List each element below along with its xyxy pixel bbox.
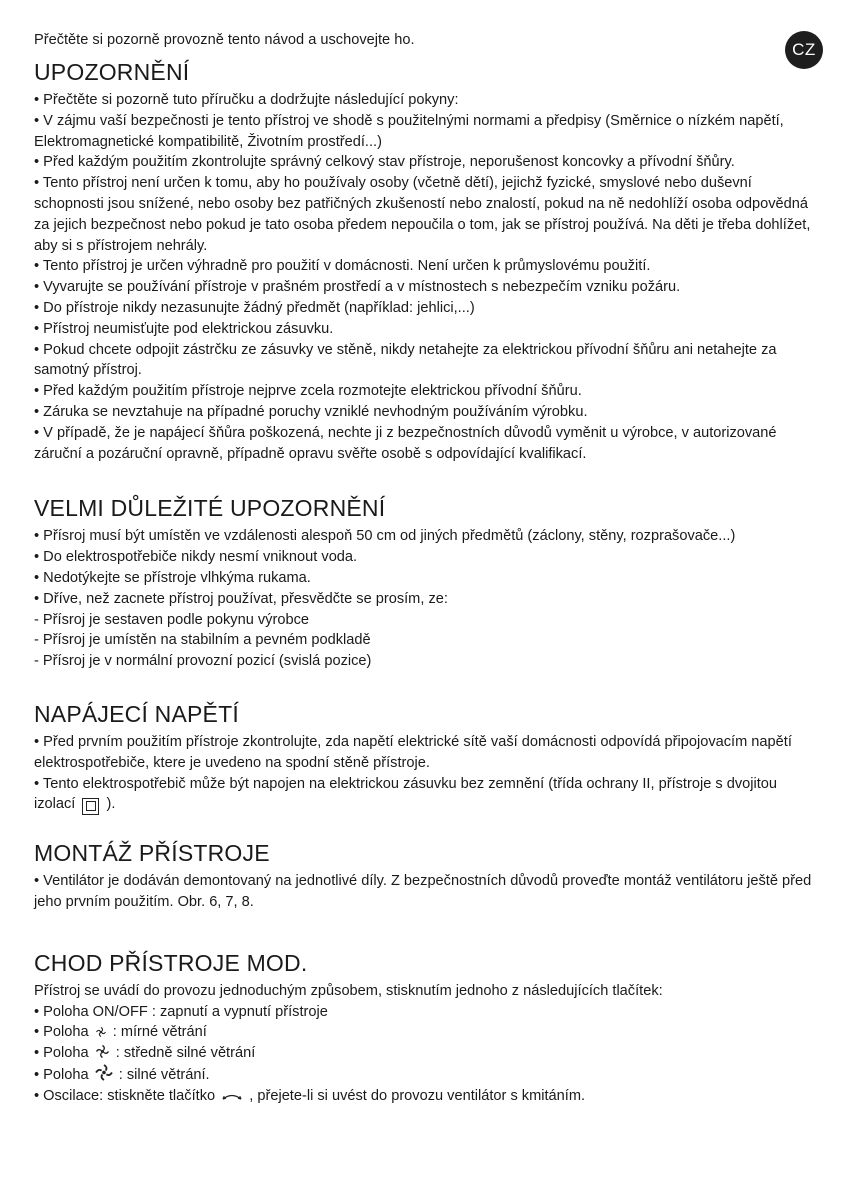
list-item: • Záruka se nevztahuje na případné poruchy vzniklé nevhodným používáním výrobku. (34, 403, 588, 420)
fan-speed-high-icon (95, 1064, 113, 1081)
item-text: : středně silné větrání (115, 1045, 256, 1062)
list-item: - Přísroj je umístěn na stabilním a pevném podkladě (34, 632, 371, 649)
list-item: • Tento přístroj není určen k tomu, aby ho používaly osoby (včetně dětí), jejichž fyzické, smyslové nebo duševní schopnosti jsou snížené, nebo osoby bez patřičných zkušeností nebo znalostí, pokud na ně nedohlíží osoba odpovědná za jejich bezpečnost nebo pokud je tato osoba předem nepoučila o tom, jak se přístroj používá. Na děti je třeba dohlížet, aby si s přístrojem nehrály. (34, 175, 811, 254)
item-text: • Poloha (34, 1066, 89, 1083)
voltage-list (34, 732, 820, 815)
section-assembly (34, 839, 820, 913)
item-text: ). (106, 796, 116, 813)
warnings-list (34, 90, 820, 464)
assembly-list (34, 871, 820, 913)
list-item (34, 774, 820, 816)
section-title: MONTÁŽ PŘÍSTROJE (34, 840, 270, 867)
section-title: CHOD PŘÍSTROJE MOD. (34, 949, 308, 976)
item-text: : mírné větrání (112, 1024, 207, 1041)
operation-list (34, 981, 820, 1107)
intro-text: Přečtěte si pozorně provozně tento návod a uschovejte ho. (34, 32, 415, 48)
list-item: • Před každým použitím přístroje nejprve zcela rozmotejte elektrickou přívodní šňůru. (34, 383, 582, 400)
section-title: UPOZORNĚNÍ (34, 59, 190, 85)
item-text: • Poloha (34, 1024, 89, 1041)
language-badge: CZ (785, 31, 823, 69)
list-item: • Tento přístroj je určen výhradně pro použití v domácnosti. Není určen k průmyslovému použití. (34, 258, 651, 275)
list-item: • Dříve, než zacnete přístroj používat, přesvědčte se prosím, ze: (34, 590, 448, 607)
manual-page (34, 30, 820, 1134)
item-text: , přejete-li si uvést do provozu ventilátor s kmitáním. (249, 1087, 586, 1104)
list-item: • V zájmu vaší bezpečnosti je tento přístroj ve shodě s použitelnými normami a předpisy (Směrnice o nízkém napětí, Elektromagnetické kompatibilitě, Životním prostředí...) (34, 112, 784, 150)
section-important-warnings (34, 494, 820, 672)
list-item: • Před každým použitím zkontrolujte správný celkový stav přístroje, neporušenost koncovky a přívodní šňůry. (34, 154, 735, 171)
important-list (34, 526, 820, 672)
section-title: VELMI DŮLEŽITÉ UPOZORNĚNÍ (34, 495, 386, 522)
item-text: • Poloha (34, 1045, 89, 1062)
fan-speed-medium-icon (95, 1044, 110, 1059)
list-item: • Přečtěte si pozorně tuto příručku a dodržujte následující pokyny: (34, 92, 459, 108)
list-item (34, 1086, 820, 1107)
list-item: - Přísroj je sestaven podle pokynu výrobce (34, 611, 309, 628)
list-item: • Přísroj musí být umístěn ve vzdálenosti alespoň 50 cm od jiných předmětů (záclony, stěny, rozprašovače...) (34, 528, 736, 545)
section-voltage (34, 700, 820, 815)
lead-text: Přístroj se uvádí do provozu jednoduchým způsobem, stisknutím jednoho z následujících tlačítek: (34, 982, 663, 999)
list-item: - Přísroj je v normální provozní pozicí (svislá pozice) (34, 653, 372, 670)
item-text: • Tento elektrospotřebič může být napojen na elektrickou zásuvku bez zemnění (třída ochrany II, přístroje s dvojitou izolací (34, 775, 778, 813)
list-item (34, 1064, 820, 1086)
list-item: • Před prvním použitím přístroje zkontrolujte, zda napětí elektrické sítě vaší domácnosti odpovídá připojovacím napětí elektrospotřebiče, ktere je uvedeno na spodní stěně přístroje. (34, 733, 792, 771)
list-item: • Vyvarujte se používání přístroje v prašném prostředí a v místnostech s nebezpečím vzniku požáru. (34, 279, 681, 296)
oscillation-icon (221, 1092, 243, 1102)
section-operation (34, 949, 820, 1107)
list-item: • Nedotýkejte se přístroje vlhkýma rukama. (34, 569, 311, 586)
section-title: NAPÁJECÍ NAPĚTÍ (34, 700, 239, 727)
list-item: • Do přístroje nikdy nezasunujte žádný předmět (například: jehlici,...) (34, 299, 475, 316)
item-text: • Oscilace: stiskněte tlačítko (34, 1087, 216, 1104)
section-warnings (34, 58, 820, 464)
list-item: • Poloha ON/OFF : zapnutí a vypnutí přístroje (34, 1003, 328, 1020)
list-item: • Ventilátor je dodáván demontovaný na jednotlivé díly. Z bezpečnostních důvodů proveďte montáž ventilátoru ještě před jeho prvním použitím. Obr. 6, 7, 8. (34, 873, 812, 910)
list-item: • Do elektrospotřebiče nikdy nesmí vniknout voda. (34, 549, 358, 566)
list-item (34, 1043, 820, 1064)
list-item (34, 1022, 820, 1043)
list-item: • Přístroj neumisťujte pod elektrickou zásuvku. (34, 320, 334, 337)
fan-speed-low-icon (95, 1026, 107, 1038)
double-insulation-icon (82, 798, 99, 815)
item-text: : silné větrání. (118, 1066, 210, 1083)
list-item: • Pokud chcete odpojit zástrčku ze zásuvky ve stěně, nikdy netahejte za elektrickou přívodní šňůru ani netahejte za samotný přístroj. (34, 341, 777, 379)
list-item: • V případě, že je napájecí šňůra poškozená, nechte ji z bezpečnostních důvodů vyměnit u výrobce, v autorizované záruční a pozáruční opravně, případně opravu svěřte osobě s odpovídající kvalifikací. (34, 424, 777, 462)
